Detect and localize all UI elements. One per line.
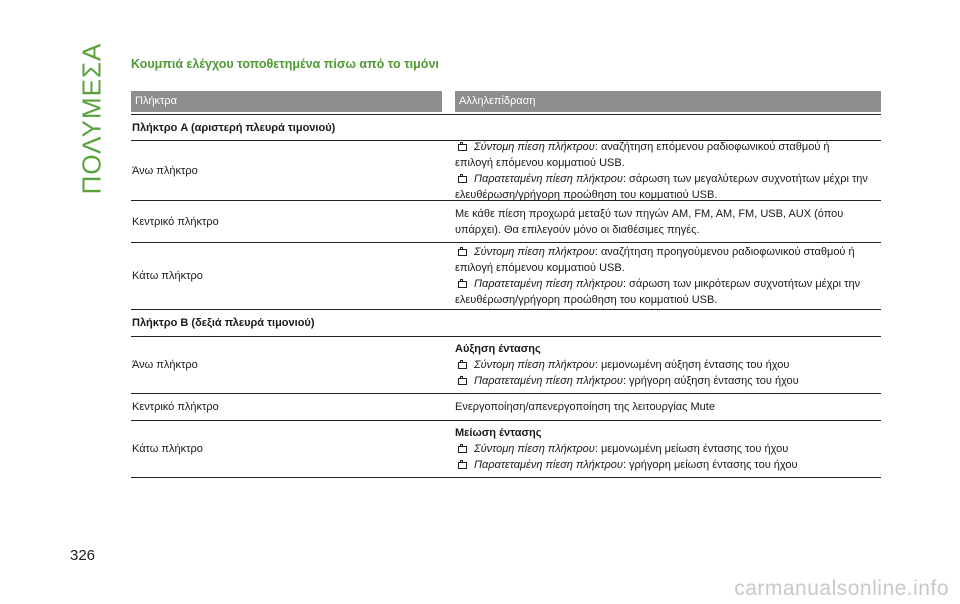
watermark: carmanualsonline.info (734, 577, 949, 600)
description-line (455, 373, 881, 389)
key-label: Άνω πλήκτρο (132, 164, 198, 177)
long-press-label: Παρατεταμένη πίεση πλήκτρου (474, 278, 623, 290)
description-text: : γρήγορη αύξηση έντασης του ήχου (622, 375, 799, 387)
description-line: Ενεργοποίηση/απενεργοποίηση της λειτουργίας Mute (455, 401, 715, 413)
description-text: : αναζήτηση προηγούμενου ραδιοφωνικού σταθμού ή (594, 246, 855, 258)
description-heading: Αύξηση έντασης (455, 343, 541, 355)
description-line (455, 139, 881, 155)
short-press-label: Σύντομη πίεση πλήκτρου (474, 359, 595, 371)
description-text: : γρήγορη μείωση έντασης του ήχου (622, 459, 798, 471)
key-label: Κεντρικό πλήκτρο (132, 215, 219, 228)
interaction-description (455, 201, 881, 242)
long-press-label: Παρατεταμένη πίεση πλήκτρου (474, 172, 623, 185)
group-title-b: Πλήκτρο B (δεξιά πλευρά τιμονιού) (131, 310, 881, 337)
header-keys: Πλήκτρα (131, 91, 442, 112)
description-line (455, 244, 881, 260)
short-press-label: Σύντομη πίεση πλήκτρου (474, 443, 595, 455)
finger-press-icon (458, 378, 467, 385)
short-press-label: Σύντομη πίεση πλήκτρου (474, 246, 595, 258)
finger-press-icon (458, 446, 467, 453)
key-label: Κάτω πλήκτρο (132, 443, 203, 455)
description-heading: Μείωση έντασης (455, 427, 542, 439)
description-text: : σάρωση των μεγαλύτερων συχνοτήτων μέχρι την (622, 172, 868, 185)
page-number: 326 (70, 547, 96, 564)
description-line (455, 457, 881, 473)
table-row (131, 337, 881, 394)
chapter-side-title-text: ΠΟΛΥΜΕΣΑ (76, 42, 107, 194)
interaction-description (455, 243, 881, 309)
table-row (131, 141, 881, 201)
key-label: Άνω πλήκτρο (132, 359, 198, 371)
description-line (455, 441, 881, 457)
chapter-side-title (72, 42, 112, 194)
description-line: επιλογή επόμενου κομματιού USB. (455, 262, 625, 274)
finger-press-icon (458, 281, 467, 288)
finger-press-icon (458, 462, 467, 469)
description-line: ελευθέρωση/γρήγορη προώθηση του κομματιού USB. (455, 294, 718, 306)
description-text: : μεμονωμένη μείωση έντασης του ήχου (594, 443, 789, 455)
controls-table (131, 91, 881, 478)
description-line: ελευθέρωση/γρήγορη προώθηση του κομματιού USB. (455, 188, 718, 201)
finger-press-icon (458, 362, 467, 369)
interaction-description (455, 141, 881, 200)
table-row (131, 243, 881, 310)
section-title: Κουμπιά ελέγχου τοποθετημένα πίσω από το τιμόνι (131, 57, 439, 71)
description-text: : αναζήτηση επόμενου ραδιοφωνικού σταθμού ή (594, 140, 830, 153)
description-line: Με κάθε πίεση προχωρά μεταξύ των πηγών AM, FM, AM, FM, USB, AUX (όπου (455, 207, 844, 220)
key-label: Κάτω πλήκτρο (132, 270, 203, 282)
long-press-label: Παρατεταμένη πίεση πλήκτρου (474, 459, 623, 471)
interaction-description (455, 421, 881, 477)
description-text: : μεμονωμένη αύξηση έντασης του ήχου (594, 359, 790, 371)
key-label: Κεντρικό πλήκτρο (132, 401, 219, 413)
table-header (131, 91, 881, 112)
table-row (131, 394, 881, 421)
description-text: : σάρωση των μικρότερων συχνοτήτων μέχρι την (622, 278, 861, 290)
interaction-description (455, 337, 881, 393)
short-press-label: Σύντομη πίεση πλήκτρου (474, 140, 595, 153)
finger-press-icon (458, 144, 467, 151)
interaction-description (455, 394, 881, 420)
finger-press-icon (458, 249, 467, 256)
description-line (455, 357, 881, 373)
header-interaction: Αλληλεπίδραση (455, 91, 881, 112)
group-title-a: Πλήκτρο A (αριστερή πλευρά τιμονιού) (131, 114, 881, 141)
finger-press-icon (458, 176, 467, 183)
description-line (455, 276, 881, 292)
table-row (131, 201, 881, 243)
table-row (131, 421, 881, 478)
description-line: επιλογή επόμενου κομματιού USB. (455, 156, 625, 169)
description-line: υπάρχει). Θα επιλεγούν μόνο οι διαθέσιμες πηγές. (455, 223, 700, 236)
description-line (455, 171, 881, 187)
long-press-label: Παρατεταμένη πίεση πλήκτρου (474, 375, 623, 387)
